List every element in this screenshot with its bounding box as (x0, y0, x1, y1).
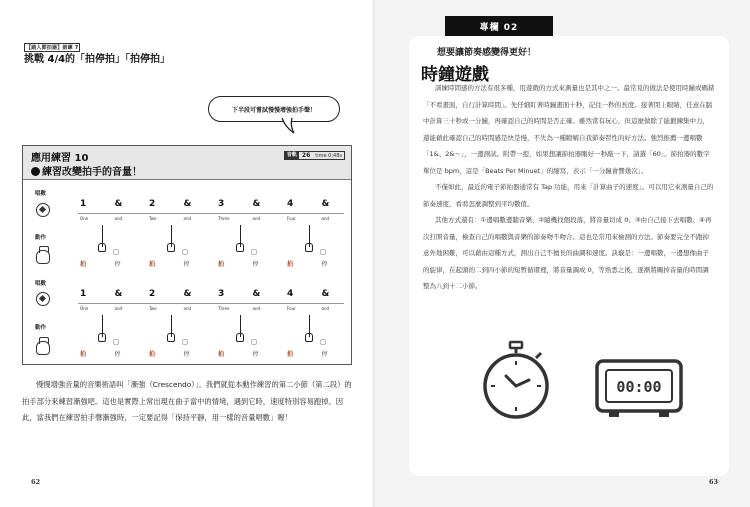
clap-hand-icon (167, 243, 175, 252)
beat-word: and (183, 216, 192, 221)
beat-word: Three (218, 216, 230, 221)
paragraph: 慢慢增強音量的音樂術語叫「漸強（Crescendo）」。我們就從本動作練習的第二小節（第二段）的拍手部分來練習漸強吧。這也是實際上常出現在曲子當中的情境，遇到它時，速度特別容易跑掉。因此，當我們在練習拍手聲漸強時，一定要記得「保持平靜，用一樣的音量唱數」喔！ (22, 380, 352, 422)
clap-label: 拍 (287, 261, 294, 268)
speech-bubble (208, 96, 340, 122)
clap-label: 拍 (80, 351, 87, 358)
action-label: 動作 (35, 325, 47, 331)
clap-hand-icon (98, 243, 106, 252)
voice-icon (36, 203, 50, 217)
beat-word: and (114, 216, 123, 221)
beat-number: 2 (149, 199, 156, 209)
stopwatch-icon (479, 340, 553, 420)
beat-number: 4 (287, 289, 294, 299)
beat-line (78, 213, 344, 214)
paragraph: 其他方式還有：①邊唱數邊聽音樂、②隨機找個段落，將音量切成 0、③由自己接下去唱數、④再次打開音量，檢查自己的唱數與音樂的節奏吻不吻合。這也是常用來檢測的方法。節奏要完全不跑掉意外地困難，可以藉由這種方式，測出自己不擅長的曲調和速度。訣竅是：一邊唱數，一邊想像曲子的旋律，在起頭的二到四小節的短暫循環裡，將音量調成 0，等熟悉之後，逐漸將關掉音量的時間調整為八到十二小節。 (423, 216, 712, 290)
beat-number: 1 (80, 289, 87, 299)
clap-hand-icon (167, 333, 175, 342)
beat-number: 2 (149, 289, 156, 299)
rest-hand-icon (251, 249, 257, 255)
rest-label: 停 (183, 351, 190, 358)
exercise-subtitle-text: 練習改變拍手的音量！ (42, 167, 142, 178)
clap-label: 拍 (149, 351, 156, 358)
page-number: 63 (709, 478, 719, 486)
bubble-text: 下半段可嘗試慢慢增強拍手聲！ (231, 106, 316, 114)
rest-label: 停 (252, 261, 259, 268)
beat-word: One (80, 306, 89, 311)
beat-word: Two (149, 216, 157, 221)
clap-label: 拍 (149, 261, 156, 268)
beat-word: Four (287, 306, 296, 311)
count-label: 唱數 (35, 191, 47, 197)
page-number: 62 (31, 478, 41, 486)
beat-number: & (321, 289, 330, 299)
voice-icon (36, 292, 50, 306)
track-badge (284, 151, 345, 160)
clap-hand-icon (305, 333, 313, 342)
rest-hand-icon (113, 249, 119, 255)
rest-label: 停 (252, 351, 259, 358)
right-page (375, 0, 750, 507)
beat-number: & (114, 289, 123, 299)
beat-number: & (252, 289, 261, 299)
bubble-tail (280, 118, 300, 134)
clap-hand-icon (305, 243, 313, 252)
beat-number: & (252, 199, 261, 209)
column-body (423, 80, 715, 295)
exercise-subtitle (31, 163, 142, 178)
timer-display: 00:00 (616, 378, 662, 396)
exercise-header (23, 146, 351, 180)
rest-hand-icon (182, 249, 188, 255)
clap-label: 拍 (218, 261, 225, 268)
paragraph: 不僅如此，最近的電子節拍器通常有 Tap 功能，用來「計算曲子的速度」。可以用它來測量自己的節奏速度，看看怎麼調整到平均數值。 (423, 183, 714, 208)
beat-number: 3 (218, 289, 225, 299)
clap-hand-icon (36, 341, 50, 355)
chapter-title: 挑戰 4/4的「拍停拍」「拍停拍」 (24, 54, 171, 65)
beat-number: 1 (80, 199, 87, 209)
rest-hand-icon (251, 339, 257, 345)
column-title: 時鐘遊戲 (421, 65, 489, 85)
rest-label: 停 (114, 261, 121, 268)
rest-label: 停 (114, 351, 121, 358)
exercise-box (22, 145, 352, 365)
clap-hand-icon (236, 243, 244, 252)
rest-label: 停 (321, 351, 328, 358)
beat-word: and (321, 216, 330, 221)
beat-word: and (321, 306, 330, 311)
beat-word: Three (218, 306, 230, 311)
beat-word: and (114, 306, 123, 311)
body-text (22, 377, 352, 427)
beat-word: Four (287, 216, 296, 221)
rest-hand-icon (320, 249, 326, 255)
beat-number: & (183, 289, 192, 299)
beat-line (78, 303, 344, 304)
beat-word: Two (149, 306, 157, 311)
beat-number: & (321, 199, 330, 209)
column-tag: 專欄 02 (445, 16, 553, 36)
action-label: 動作 (35, 235, 47, 241)
track-time: time 0:48s (315, 152, 342, 159)
clap-hand-icon (36, 250, 50, 264)
bullet-icon (31, 167, 40, 176)
track-label: 音軌 (286, 152, 297, 158)
clap-label: 拍 (80, 261, 87, 268)
clap-label: 拍 (218, 351, 225, 358)
rest-hand-icon (320, 339, 326, 345)
paragraph: 訓練時間感的方法有很多種，用遊戲的方式來測量也是其中之一。最常見的做法是使用時鐘或碼錶「不看畫面，自行計算時間」。先仔細盯著時鐘畫面十秒，記住一秒的長度。接著閉上眼睛，任意在腦中計算三十秒或一分鐘，再確認自己的時間是否正確。雖然當有玩心，但這麼做除了能鍛鍊集中力，還能藉此確認自己的時間感是快是慢，不失為一種瞭解自我節奏習性的好方法。強烈推薦一邊唱數「1&、2&～」，一邊測試。附帶一提，如果想讓節拍器剛好一秒敲一下，請選「60」。節拍器的數字單位是 bpm，這是「Beats Per Minuet」的縮寫，表示「一分鐘會響幾次」。 (423, 84, 715, 175)
clap-hand-icon (98, 333, 106, 342)
beat-word: and (252, 306, 261, 311)
count-label: 唱數 (35, 281, 47, 287)
rest-hand-icon (182, 339, 188, 345)
rest-hand-icon (113, 339, 119, 345)
chapter-tag: 【踏入節拍器】訓練 7 (26, 45, 79, 51)
beat-number: 4 (287, 199, 294, 209)
exercise-title: 應用練習 10 (31, 153, 89, 164)
beat-word: and (252, 216, 261, 221)
beat-word: One (80, 216, 89, 221)
rest-label: 停 (183, 261, 190, 268)
clap-hand-icon (236, 333, 244, 342)
clap-label: 拍 (287, 351, 294, 358)
digital-timer-icon (593, 353, 685, 423)
track-number: 26 (301, 152, 311, 159)
column-kicker: 想要讓節奏感變得更好！ (437, 48, 537, 58)
beat-number: & (114, 199, 123, 209)
rest-label: 停 (321, 261, 328, 268)
beat-word: and (183, 306, 192, 311)
beat-number: & (183, 199, 192, 209)
beat-number: 3 (218, 199, 225, 209)
